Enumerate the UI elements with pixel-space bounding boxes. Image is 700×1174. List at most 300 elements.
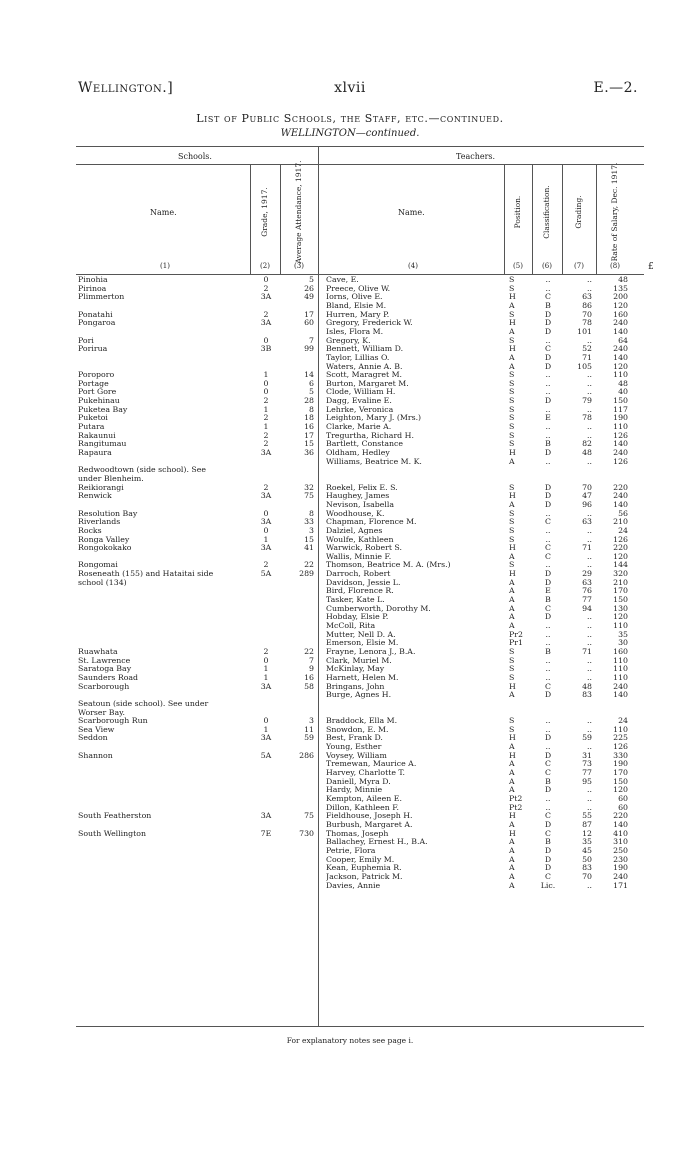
salary-cell: 250: [613, 845, 628, 855]
table-row: [0, 527, 700, 536]
grade-cell: 2: [263, 560, 269, 570]
salary-cell: 240: [613, 871, 628, 881]
currency-symbol: £: [648, 262, 654, 272]
salary-cell: 30: [618, 638, 628, 648]
grading-cell: 77: [582, 768, 592, 778]
position-cell: A: [509, 871, 515, 881]
table-row: [0, 847, 700, 856]
col-divider: [504, 164, 505, 274]
salary-cell: 120: [613, 361, 628, 371]
grade-cell: 5A: [260, 750, 272, 760]
salary-cell: 150: [613, 595, 628, 605]
school-cell: South Featherston: [78, 812, 152, 821]
school-cell: school (134): [78, 578, 127, 587]
school-cell: Roseneath (155) and Hataitai side: [78, 570, 214, 579]
classification-header-text: Classification.: [542, 185, 551, 239]
attendance-cell: 9: [309, 664, 314, 674]
grade-cell: 0: [263, 275, 269, 284]
classification-cell: D: [544, 352, 552, 362]
teacher-name-cell: Darroch, Robert: [326, 570, 391, 579]
school-cell: Pongaroa: [78, 319, 116, 328]
attendance-cell: 11: [304, 724, 314, 734]
position-cell: S: [509, 430, 515, 440]
salary-cell: 225: [613, 733, 628, 743]
grading-cell: ..: [587, 672, 592, 682]
classification-cell: C: [545, 603, 551, 613]
teacher-name-cell: Taylor, Lillias O.: [326, 353, 390, 362]
position-cell: S: [509, 275, 515, 284]
page-number: xlvii: [334, 80, 366, 96]
table-row: [0, 838, 700, 847]
grade-cell: 3A: [260, 318, 272, 328]
table-row: [0, 631, 700, 640]
attendance-cell: 60: [304, 318, 314, 328]
position-cell: H: [509, 750, 516, 760]
classification-cell: D: [544, 326, 552, 336]
attendance-cell: 22: [304, 560, 314, 570]
position-cell: S: [509, 646, 515, 656]
grade-cell: 1: [263, 422, 269, 432]
teacher-name-cell: Frayne, Lenora J., B.A.: [326, 647, 416, 656]
teacher-name-cell: Hobday, Elsie P.: [326, 613, 389, 622]
teacher-name-cell: Leighton, Mary J. (Mrs.): [326, 414, 422, 423]
teacher-name-cell: Chapman, Florence M.: [326, 518, 417, 527]
grading-cell: 31: [582, 750, 592, 760]
classification-cell: C: [545, 681, 551, 691]
classification-cell: B: [545, 646, 551, 656]
table-row: [0, 475, 700, 484]
grading-cell: ..: [587, 664, 592, 674]
attendance-cell: 18: [304, 413, 314, 423]
grading-cell: ..: [587, 508, 592, 518]
grading-cell: 94: [582, 603, 592, 613]
position-header: [511, 172, 525, 252]
grading-cell: 78: [582, 318, 592, 328]
school-cell: Renwick: [78, 492, 112, 501]
salary-cell: 110: [613, 672, 628, 682]
salary-cell: 140: [613, 326, 628, 336]
position-cell: Pr1: [509, 638, 523, 648]
position-cell: A: [509, 326, 515, 336]
position-cell: H: [509, 828, 516, 838]
position-cell: A: [509, 759, 515, 769]
position-cell: S: [509, 664, 515, 674]
salary-cell: 220: [613, 811, 628, 821]
salary-cell: 120: [613, 612, 628, 622]
salary-header: [608, 162, 622, 262]
salary-cell: 135: [613, 283, 628, 293]
position-cell: A: [509, 854, 515, 864]
table-row: [0, 570, 700, 579]
table-row: [0, 726, 700, 735]
teacher-name-cell: Jackson, Patrick M.: [326, 872, 403, 881]
position-cell: Pt2: [509, 802, 523, 812]
position-cell: A: [509, 845, 515, 855]
attendance-cell: 58: [304, 681, 314, 691]
grade-cell: 3A: [260, 491, 272, 501]
salary-cell: 190: [613, 413, 628, 423]
salary-cell: 120: [613, 300, 628, 310]
table-row: [0, 484, 700, 493]
teacher-name-cell: Bartlett, Constance: [326, 440, 404, 449]
salary-cell: 220: [613, 482, 628, 492]
table-row: [0, 449, 700, 458]
grade-cell: 2: [263, 482, 269, 492]
table-row: [0, 458, 700, 467]
table-row: [0, 830, 700, 839]
school-cell: Puketea Bay: [78, 405, 128, 414]
table-row: [0, 786, 700, 795]
attendance-cell: 7: [309, 335, 314, 345]
teacher-name-cell: Fieldhouse, Joseph H.: [326, 812, 413, 821]
grade-cell: 1: [263, 534, 269, 544]
salary-cell: 330: [613, 750, 628, 760]
table-row: [0, 882, 700, 891]
grading-header-text: Grading.: [574, 195, 583, 229]
grade-cell: 1: [263, 370, 269, 380]
classification-cell: D: [544, 690, 552, 700]
classification-cell: B: [545, 300, 551, 310]
position-cell: A: [509, 577, 515, 587]
teacher-name-cell: Davidson, Jessie L.: [326, 578, 401, 587]
school-cell: Resolution Bay: [78, 509, 138, 518]
teacher-name-cell: Roekel, Felix E. S.: [326, 483, 398, 492]
classification-cell: D: [544, 577, 552, 587]
teacher-name-cell: Bird, Florence R.: [326, 587, 394, 596]
grading-cell: ..: [587, 742, 592, 752]
attendance-cell: 3: [309, 525, 314, 535]
salary-cell: 200: [613, 292, 628, 302]
classification-cell: ..: [545, 283, 551, 293]
salary-cell: 24: [618, 716, 628, 726]
position-cell: A: [509, 595, 515, 605]
table-row: [0, 466, 700, 475]
attendance-cell: 3: [309, 716, 314, 726]
table-row: [0, 319, 700, 328]
classification-cell: D: [544, 733, 552, 743]
classification-cell: D: [544, 361, 552, 371]
group-header-rule: [76, 164, 644, 165]
position-cell: S: [509, 439, 515, 449]
grading-cell: ..: [587, 534, 592, 544]
teacher-name-cell: Waters, Annie A. B.: [326, 362, 403, 371]
attendance-cell: 75: [304, 811, 314, 821]
salary-cell: 126: [613, 742, 628, 752]
teacher-name-cell: Harvey, Charlotte T.: [326, 769, 405, 778]
salary-cell: 110: [613, 422, 628, 432]
table-row: [0, 380, 700, 389]
table-row: [0, 311, 700, 320]
position-cell: A: [509, 456, 515, 466]
grade-cell: 3B: [260, 344, 272, 354]
position-cell: S: [509, 560, 515, 570]
running-head-left: Wellington.]: [78, 80, 174, 96]
position-cell: S: [509, 672, 515, 682]
grading-cell: 48: [582, 448, 592, 457]
grading-cell: 50: [582, 854, 592, 864]
grading-cell: 48: [582, 681, 592, 691]
table-row: [0, 423, 700, 432]
grade-cell: 2: [263, 396, 269, 406]
school-cell: Riverlands: [78, 518, 121, 527]
table-row: [0, 674, 700, 683]
teacher-name-cell: McColl, Rita: [326, 622, 376, 630]
salary-cell: 110: [613, 655, 628, 665]
attendance-cell: 16: [304, 422, 314, 432]
grading-cell: 95: [582, 776, 592, 786]
grade-cell: 3A: [260, 517, 272, 527]
teacher-name-cell: Williams, Beatrice M. K.: [326, 457, 422, 466]
school-cell: Rangitumau: [78, 440, 127, 449]
teacher-name-cell: Thomas, Joseph: [326, 829, 389, 838]
teacher-name-cell: Burbush, Margaret A.: [326, 820, 413, 829]
grading-cell: ..: [587, 794, 592, 803]
grade-cell: 3A: [260, 681, 272, 691]
salary-cell: 140: [613, 499, 628, 509]
teacher-name-cell: Davies, Annie: [326, 881, 381, 890]
classification-cell: D: [544, 785, 552, 795]
teacher-name-cell: Kean, Euphemia R.: [326, 864, 402, 873]
salary-cell: 240: [613, 318, 628, 328]
position-cell: S: [509, 534, 515, 544]
teacher-name-cell: Preece, Olive W.: [326, 284, 391, 293]
salary-cell: 48: [618, 275, 628, 284]
table-row: [0, 743, 700, 752]
grading-cell: ..: [587, 283, 592, 293]
header-bottom-rule: [76, 274, 644, 275]
position-cell: S: [509, 387, 515, 397]
table-row: [0, 544, 700, 553]
attendance-cell: 6: [309, 378, 314, 388]
grading-cell: 86: [582, 300, 592, 310]
classification-cell: C: [545, 768, 551, 778]
salary-cell: 56: [618, 508, 628, 518]
teacher-name-header: Name.: [398, 208, 425, 217]
classification-cell: ..: [545, 724, 551, 734]
teacher-name-cell: Woulfe, Kathleen: [326, 535, 394, 544]
classification-cell: C: [545, 871, 551, 881]
table-top-rule: [76, 146, 644, 147]
school-cell: Ruawhata: [78, 647, 118, 656]
teacher-name-cell: Oldham, Hedley: [326, 449, 390, 457]
teacher-name-cell: Gregory, Frederick W.: [326, 319, 413, 328]
attendance-cell: 59: [304, 733, 314, 743]
grade-cell: 0: [263, 335, 269, 345]
attendance-cell: 730: [299, 828, 314, 838]
grading-cell: ..: [587, 430, 592, 440]
attendance-cell: 32: [304, 482, 314, 492]
grade-cell: 3A: [260, 543, 272, 553]
salary-cell: 170: [613, 586, 628, 596]
table-row: [0, 864, 700, 873]
column-number: (5): [513, 262, 523, 270]
school-cell: Saunders Road: [78, 673, 139, 682]
position-cell: A: [509, 300, 515, 310]
footnote: For explanatory notes see page i.: [286, 1036, 414, 1045]
classification-cell: ..: [545, 525, 551, 535]
grading-cell: 63: [582, 292, 592, 302]
table-bottom-rule: [76, 1026, 644, 1027]
grade-cell: 0: [263, 387, 269, 397]
classification-cell: ..: [545, 430, 551, 440]
position-cell: S: [509, 724, 515, 734]
grade-cell: 0: [263, 378, 269, 388]
school-cell: Pirinoa: [78, 284, 107, 293]
classification-cell: D: [544, 863, 552, 873]
teacher-name-cell: Best, Frank D.: [326, 734, 383, 743]
classification-cell: D: [544, 309, 552, 319]
teacher-name-cell: Bland, Elsie M.: [326, 301, 387, 310]
table-row: [0, 328, 700, 337]
salary-cell: 24: [618, 525, 628, 535]
table-row: [0, 561, 700, 570]
school-cell: Putara: [78, 423, 105, 432]
schools-group-header: Schools.: [178, 152, 212, 161]
teacher-name-cell: Voysey, William: [326, 751, 387, 760]
column-number: (8): [610, 262, 620, 270]
table-row: [0, 700, 700, 709]
attendance-cell: 14: [304, 370, 314, 380]
table-row: [0, 302, 700, 311]
column-number: (2): [260, 262, 270, 270]
salary-cell: 117: [613, 404, 628, 414]
teacher-name-cell: Burge, Agnes H.: [326, 691, 392, 700]
teacher-name-cell: Dalziel, Agnes: [326, 526, 383, 535]
grading-cell: ..: [587, 275, 592, 284]
teacher-name-cell: Cumberworth, Dorothy M.: [326, 604, 431, 613]
salary-cell: 190: [613, 863, 628, 873]
grading-cell: 52: [582, 344, 592, 354]
position-cell: H: [509, 318, 516, 328]
teacher-name-cell: Daniell, Myra D.: [326, 777, 391, 786]
salary-cell: 60: [618, 794, 628, 803]
position-cell: H: [509, 543, 516, 553]
salary-cell: 410: [613, 828, 628, 838]
salary-cell: 220: [613, 543, 628, 553]
grade-cell: 0: [263, 655, 269, 665]
col-divider: [250, 164, 251, 274]
grading-cell: 70: [582, 482, 592, 492]
position-cell: S: [509, 335, 515, 345]
salary-cell: 310: [613, 837, 628, 847]
position-header-text: Position.: [513, 195, 522, 229]
position-cell: A: [509, 785, 515, 795]
table-row: [0, 709, 700, 718]
classification-cell: C: [545, 828, 551, 838]
grading-cell: 82: [582, 439, 592, 449]
classification-cell: ..: [545, 404, 551, 414]
teacher-name-cell: Thomson, Beatrice M. A. (Mrs.): [326, 561, 451, 570]
position-cell: S: [509, 413, 515, 423]
grade-cell: 1: [263, 664, 269, 674]
table-row: [0, 510, 700, 519]
position-cell: H: [509, 344, 516, 354]
grade-cell: 3A: [260, 448, 272, 457]
salary-cell: 110: [613, 664, 628, 674]
salary-cell: 171: [613, 880, 628, 890]
grade-cell: 2: [263, 430, 269, 440]
grade-cell: 2: [263, 413, 269, 423]
table-row: [0, 605, 700, 614]
salary-cell: 170: [613, 768, 628, 778]
classification-cell: ..: [545, 655, 551, 665]
grading-cell: ..: [587, 404, 592, 414]
classification-cell: ..: [545, 456, 551, 466]
table-row: [0, 622, 700, 631]
grading-cell: ..: [587, 785, 592, 795]
classification-cell: D: [544, 396, 552, 406]
teacher-name-cell: Wallis, Minnie F.: [326, 552, 392, 561]
salary-cell: 210: [613, 577, 628, 587]
salary-cell: 126: [613, 534, 628, 544]
column-number: (3): [294, 262, 304, 270]
grading-cell: 29: [582, 569, 592, 579]
position-cell: A: [509, 621, 515, 630]
classification-cell: ..: [545, 802, 551, 812]
classification-cell: D: [544, 499, 552, 509]
school-cell: Ponatahi: [78, 310, 113, 319]
grading-cell: 83: [582, 863, 592, 873]
grading-cell: ..: [587, 378, 592, 388]
table-row: [0, 752, 700, 761]
position-cell: Pt2: [509, 794, 523, 803]
salary-header-text: Rate of Salary, Dec. 1917.: [610, 162, 619, 262]
grade-cell: 1: [263, 724, 269, 734]
position-cell: A: [509, 819, 515, 829]
grading-cell: ..: [587, 560, 592, 570]
classification-cell: D: [544, 819, 552, 829]
attendance-cell: 36: [304, 448, 314, 457]
table-row: [0, 804, 700, 813]
table-row: [0, 717, 700, 726]
position-cell: A: [509, 551, 515, 561]
col-divider: [532, 164, 533, 274]
classification-cell: D: [544, 491, 552, 501]
classification-cell: B: [545, 439, 551, 449]
position-cell: H: [509, 569, 516, 579]
school-cell: under Blenheim.: [78, 474, 144, 483]
teacher-name-cell: Tregurtha, Richard H.: [326, 431, 414, 440]
col-divider: [562, 164, 563, 274]
attendance-header: [292, 160, 306, 264]
school-cell: Shannon: [78, 751, 113, 760]
table-row: [0, 293, 700, 302]
grading-cell: ..: [587, 638, 592, 648]
attendance-cell: 16: [304, 672, 314, 682]
position-cell: S: [509, 655, 515, 665]
salary-cell: 48: [618, 378, 628, 388]
teacher-name-cell: Hurren, Mary P.: [326, 310, 390, 319]
column-number: (1): [160, 262, 170, 270]
salary-cell: 150: [613, 396, 628, 406]
classification-cell: B: [545, 837, 551, 847]
table-row: [0, 276, 700, 285]
classification-cell: ..: [545, 370, 551, 380]
table-row: [0, 648, 700, 657]
grading-cell: 71: [582, 646, 592, 656]
teacher-name-cell: Iorns, Olive E.: [326, 293, 383, 302]
grading-cell: 77: [582, 595, 592, 605]
school-cell: Sea View: [78, 725, 115, 734]
table-row: [0, 406, 700, 415]
position-cell: A: [509, 768, 515, 778]
school-cell: Pori: [78, 336, 94, 345]
classification-cell: D: [544, 612, 552, 622]
position-cell: S: [509, 396, 515, 406]
school-cell: Redwoodtown (side school). See: [78, 466, 206, 475]
salary-cell: 110: [613, 724, 628, 734]
teacher-name-cell: Tremewan, Maurice A.: [326, 760, 417, 769]
